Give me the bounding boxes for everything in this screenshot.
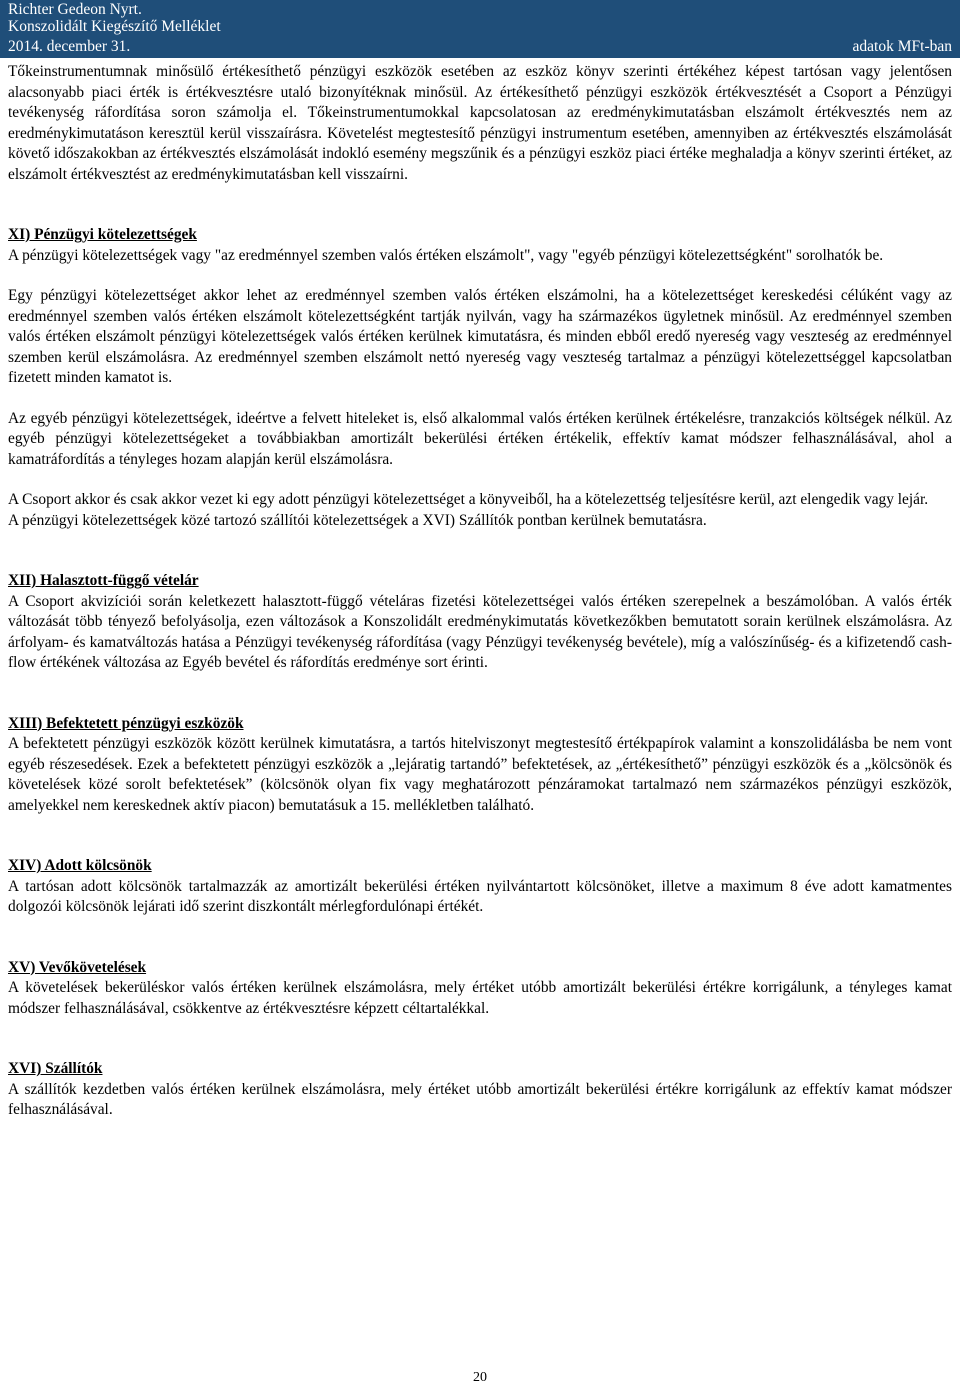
- document-body: [8, 62, 952, 1121]
- section-gap: [8, 1019, 952, 1059]
- document-title: Konszolidált Kiegészítő Melléklet: [8, 18, 221, 35]
- paragraph: A tartósan adott kölcsönök tartalmazzák az amortizált bekerülési értéken nyilvántartott kölcsönöket, illetve a maximum 8 éve adott kamatmentes dolgozói kölcsönök lejárati idő szerint diszkontált mérlegfordulónapi értékét.: [8, 877, 952, 915]
- paragraph: A követelések bekerüléskor valós értéken kerülnek elszámolásra, mely értéket utóbb amortizált bekerülési értékre korrigálunk, a tényleges kamat módszer felhasználásával, csökkentve az értékvesztésre képzett céltartalékkal.: [8, 979, 952, 1017]
- section-gap: [8, 531, 952, 571]
- paragraph: A Csoport akvizíciói során keletkezett halasztott-függő vételáras fizetési kötelezettségei valós értéken szerepelnek a beszámolóban. A valós érték változását több tényező befolyásolja, ezen változások a Konszolidált eredménykimutatás következőkben bemutatott sorain kerülnek elszámolásra. Az árfolyam- és kamatváltozás hatása a Pénzügyi tevékenység ráfordítása (vagy Pénzügyi tevékenység bevétele), míg a valószínűség- és a kifizetendő cash-flow értékének változása az Egyéb bevétel és ráfordítás eredménye sort érinti.: [8, 592, 952, 671]
- section-gap: [8, 918, 952, 958]
- paragraph: A pénzügyi kötelezettségek közé tartozó szállítói kötelezettségek a XVI) Szállítók pontban kerülnek bemutatásra.: [8, 511, 707, 529]
- paragraph-gap: [8, 389, 952, 409]
- section-title-suppliers: XVI) Szállítók: [8, 1060, 103, 1077]
- paragraph-gap: [8, 470, 952, 490]
- section-gap: [8, 674, 952, 714]
- section-title-loans: XIV) Adott kölcsönök: [8, 857, 152, 874]
- page-number: 20: [473, 1370, 487, 1385]
- intro-paragraph: Tőkeinstrumentumnak minősülő értékesíthető pénzügyi eszközök esetében az eszköz könyv szerinti értékéhez képest tartósan vagy jelentősen alacsonyabb piaci érték is értékvesztésre utaló bizonyítéknak minősül. Az értékesíthető pénzügyi eszközök értékvesztését a Csoport a Pénzügyi tevékenység ráfordítása soron számolja el. Tőkeinstrumentumokkal kapcsolatosan az eredménykimutatásban elszámolt értékvesztés nem az eredménykimutatáson keresztül kerül visszaírásra. Követelést megtestesítő pénzügyi instrumentum esetében, amennyiben az értékvesztés elszámolását követő időszakokban az értékvesztés elszámolását indokló esemény megszűnik és a pénzügyi eszköz piaci értéke meghaladja a könyv szerinti értéket, az elszámolt értékvesztést az eredménykimutatásban kell visszaírni.: [8, 63, 952, 183]
- section-title-financial-assets: XIII) Befektetett pénzügyi eszközök: [8, 714, 244, 732]
- paragraph: Az egyéb pénzügyi kötelezettségek, ideértve a felvett hiteleket is, első alkalommal valós értéken kerülnek értékelésre, tranzakciós költségek nélkül. Az egyéb pénzügyi kötelezettségeket a továbbiakban amortizált bekerülési értéken értékelik, effektív kamat módszer felhasználásával, ahol a kamatráfordítás a tényleges hozam alapján kerül elszámolásra.: [8, 409, 952, 468]
- company-name: Richter Gedeon Nyrt.: [8, 1, 142, 18]
- paragraph: A pénzügyi kötelezettségek vagy "az eredménnyel szemben valós értéken elszámolt", vagy "egyéb pénzügyi kötelezettségként" sorolhatók be.: [8, 246, 884, 264]
- paragraph: A szállítók kezdetben valós értéken kerülnek elszámolásra, mely értéket utóbb amortizált bekerülési értékre korrigálunk az effektív kamat módszer felhasználásával.: [8, 1080, 952, 1118]
- paragraph: A Csoport akkor és csak akkor vezet ki egy adott pénzügyi kötelezettséget a könyveiből, ha a kötelezettség teljesítésre kerül, azt elengedik vagy lejár.: [8, 491, 929, 508]
- section-title-contingent-consideration: XII) Halasztott-függő vételár: [8, 572, 199, 589]
- report-date: 2014. december 31.: [8, 38, 131, 55]
- paragraph-gap: [8, 266, 952, 286]
- section-title-receivables: XV) Vevőkövetelések: [8, 958, 147, 976]
- section-gap: [8, 185, 952, 225]
- paragraph: Egy pénzügyi kötelezettséget akkor lehet az eredménnyel szemben valós értéken elszámolni, ha a kötelezettséget kereskedési célúként vagy az eredménnyel szemben valós értéken elszámolt kötelezettségként tartják nyilván, vagy ha származékos ügyletnek minősül. Az eredménnyel szemben valós értéken elszámolt pénzügyi kötelezettségek valós értéken kerülnek kimutatásra, és minden ebből eredő nyereség vagy veszteség az eredménnyel szemben kerül elszámolásra. Az eredménnyel szemben elszámolt nettó nyereség vagy veszteség tartalmaz a pénzügyi kötelezettséggel kapcsolatban fizetett minden kamatot is.: [8, 287, 952, 386]
- section-title-financial-liabilities: XI) Pénzügyi kötelezettségek: [8, 226, 197, 243]
- paragraph: A befektetett pénzügyi eszközök között kerülnek kimutatásra, a tartós hitelviszonyt megtestesítő értékpapírok valamint a konszolidálásba be nem vont egyéb részesedések. Ezek a befektetett pénzügyi eszközök a „lejáratig tartandó” befektetések, az „értékesíthető” pénzügyi eszközök és a „kölcsönök és követelések közé sorolt befektetések” (kölcsönök olyan fix vagy meghatározott pénzáramokat tartalmazó nem származékos pénzügyi eszközök, amelyekkel nem kereskednek aktív piacon) bemutatásuk a 15. mellékletben található.: [8, 735, 952, 814]
- section-gap: [8, 816, 952, 856]
- unit-label: adatok MFt-ban: [852, 38, 952, 55]
